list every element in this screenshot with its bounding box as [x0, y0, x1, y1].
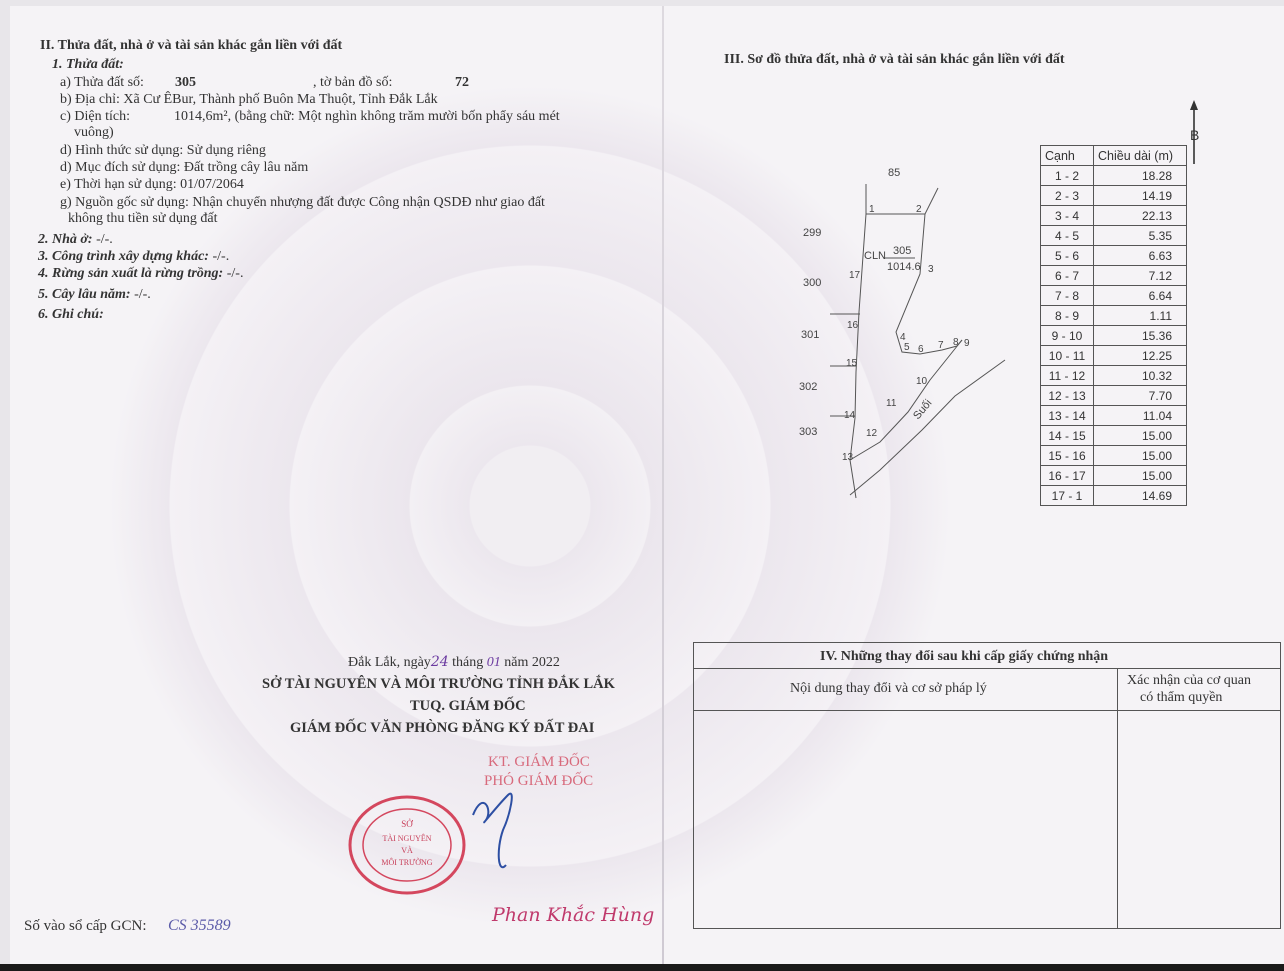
- stamp-pgd: PHÓ GIÁM ĐỐC: [484, 773, 594, 789]
- address: b) Địa chỉ: Xã Cư ÊBur, Thành phố Buôn Ma Thuột, Tỉnh Đắk Lắk: [60, 92, 438, 107]
- map-label: , tờ bản đồ số:: [313, 75, 393, 90]
- pt-3: 3: [928, 264, 934, 275]
- col-length: Chiều dài (m): [1094, 146, 1187, 166]
- tuq-line: TUQ. GIÁM ĐỐC: [410, 698, 526, 714]
- usage-form: d) Hình thức sử dụng: Sử dụng riêng: [60, 143, 266, 158]
- neighbor-299: 299: [803, 227, 822, 239]
- table-row: 2 - 3 14.19: [1041, 186, 1187, 206]
- pt-7: 7: [938, 340, 944, 351]
- table-row: 7 - 8 6.64: [1041, 286, 1187, 306]
- area-label: c) Diện tích:: [60, 109, 130, 124]
- neighbor-301: 301: [801, 329, 820, 341]
- bottom-edge: [0, 964, 1284, 971]
- table-header-row: [1041, 146, 1187, 166]
- pt-8: 8: [953, 337, 959, 348]
- signer-name: Phan Khắc Hùng: [492, 904, 655, 926]
- pt-16: 16: [847, 320, 859, 331]
- table-row: 17 - 1 14.69: [1041, 486, 1187, 506]
- parcel-diagram: [790, 160, 1010, 500]
- item-1-title: 1. Thửa đất:: [52, 57, 124, 72]
- section-4-title: IV. Những thay đổi sau khi cấp giấy chứng nhận: [820, 649, 1109, 664]
- gcn-label: Số vào sổ cấp GCN:: [24, 918, 147, 934]
- pt-12: 12: [866, 428, 878, 439]
- table-row: 3 - 4 22.13: [1041, 206, 1187, 226]
- table-row: 8 - 9 1.11: [1041, 306, 1187, 326]
- table-row: 4 - 5 5.35: [1041, 226, 1187, 246]
- item-4: 4. Rừng sản xuất là rừng trồng: -/-.: [38, 266, 244, 281]
- table-row: 12 - 13 7.70: [1041, 386, 1187, 406]
- office-line: GIÁM ĐỐC VĂN PHÒNG ĐĂNG KÝ ĐẤT ĐAI: [290, 720, 595, 736]
- north-label: B: [1190, 127, 1200, 143]
- signature: [468, 775, 528, 885]
- table-row: 9 - 10 15.36: [1041, 326, 1187, 346]
- gcn-number: CS 35589: [168, 917, 231, 934]
- item-3: 3. Công trình xây dựng khác: -/-.: [38, 249, 230, 264]
- changes-box: [693, 642, 1281, 929]
- table-row: 5 - 6 6.63: [1041, 246, 1187, 266]
- col-edge: Cạnh: [1041, 146, 1094, 166]
- neighbor-303: 303: [799, 426, 818, 438]
- table-row: 6 - 7 7.12: [1041, 266, 1187, 286]
- usage-purpose: d) Mục đích sử dụng: Đất trồng cây lâu năm: [60, 160, 309, 175]
- item-6: 6. Ghi chú:: [38, 307, 104, 322]
- changes-columns: [694, 669, 1280, 711]
- edge-length-table: [1040, 145, 1187, 506]
- table-row: 15 - 16 15.00: [1041, 446, 1187, 466]
- date-month: 01: [486, 655, 501, 670]
- table-row: 1 - 2 18.28: [1041, 166, 1187, 186]
- section-3-title: III. Sơ đồ thửa đất, nhà ở và tài sản khác gắn liền với đất: [724, 52, 1065, 67]
- col-content: Nội dung thay đổi và cơ sở pháp lý: [790, 681, 987, 696]
- pt-17: 17: [849, 270, 861, 281]
- table-row: 14 - 15 15.00: [1041, 426, 1187, 446]
- parcel-label: a) Thửa đất số:: [60, 75, 144, 90]
- origin-cont: không thu tiền sử dụng đất: [68, 211, 218, 226]
- pt-10: 10: [916, 376, 928, 387]
- pt-9: 9: [964, 338, 970, 349]
- pt-1: 1: [869, 204, 875, 215]
- pt-15: 15: [846, 358, 858, 369]
- date-day: 24: [430, 654, 449, 670]
- neighbor-302: 302: [799, 381, 818, 393]
- page-fold: [662, 6, 664, 964]
- table-row: 11 - 12 10.32: [1041, 366, 1187, 386]
- label-top: 85: [888, 167, 901, 179]
- svg-text:SỞ: SỞ: [401, 819, 413, 829]
- pt-4: 4: [900, 332, 906, 343]
- table-row: 16 - 17 15.00: [1041, 466, 1187, 486]
- parcel-number: 305: [175, 75, 196, 90]
- area-value-cont: vuông): [74, 125, 114, 140]
- table-row: 10 - 11 12.25: [1041, 346, 1187, 366]
- pt-5: 5: [904, 342, 910, 353]
- col-confirm-1: Xác nhận của cơ quan: [1127, 673, 1252, 688]
- svg-text:MÔI TRƯỜNG: MÔI TRƯỜNG: [381, 858, 433, 867]
- neighbor-300: 300: [803, 277, 822, 289]
- date-line: Đắk Lắk, ngày24 tháng 01 năm 2022: [348, 654, 560, 670]
- label-parcel: 305: [893, 245, 912, 257]
- pt-13: 13: [842, 452, 854, 463]
- label-cln: CLN: [864, 250, 887, 262]
- item-5: 5. Cây lâu năm: -/-.: [38, 287, 151, 302]
- pt-11: 11: [886, 398, 897, 409]
- label-area: 1014.6: [887, 261, 921, 273]
- column-divider: [1117, 669, 1118, 928]
- section-2-title: II. Thửa đất, nhà ở và tài sản khác gắn liền với đất: [40, 38, 343, 53]
- pt-6: 6: [918, 344, 924, 355]
- pt-14: 14: [844, 410, 856, 421]
- map-number: 72: [455, 75, 469, 90]
- item-2: 2. Nhà ở: -/-.: [38, 232, 113, 247]
- area-value: 1014,6m², (bằng chữ: Một nghìn không trăm mười bốn phẩy sáu mét: [174, 109, 560, 124]
- origin: g) Nguồn gốc sử dụng: Nhận chuyển nhượng đất được Công nhận QSDĐ như giao đất: [60, 195, 545, 210]
- label-stream: Suối: [911, 397, 935, 422]
- stamp-kt: KT. GIÁM ĐỐC: [488, 754, 590, 770]
- usage-term: e) Thời hạn sử dụng: 01/07/2064: [60, 177, 244, 192]
- svg-text:VÀ: VÀ: [401, 846, 413, 855]
- svg-text:TÀI NGUYÊN: TÀI NGUYÊN: [382, 834, 432, 843]
- official-seal: [345, 793, 475, 903]
- col-confirm-2: có thẩm quyền: [1140, 690, 1223, 705]
- changes-header: [694, 643, 1280, 669]
- table-row: 13 - 14 11.04: [1041, 406, 1187, 426]
- pt-2: 2: [916, 204, 922, 215]
- org-line: SỞ TÀI NGUYÊN VÀ MÔI TRƯỜNG TỈNH ĐẮK LẮK: [262, 676, 615, 692]
